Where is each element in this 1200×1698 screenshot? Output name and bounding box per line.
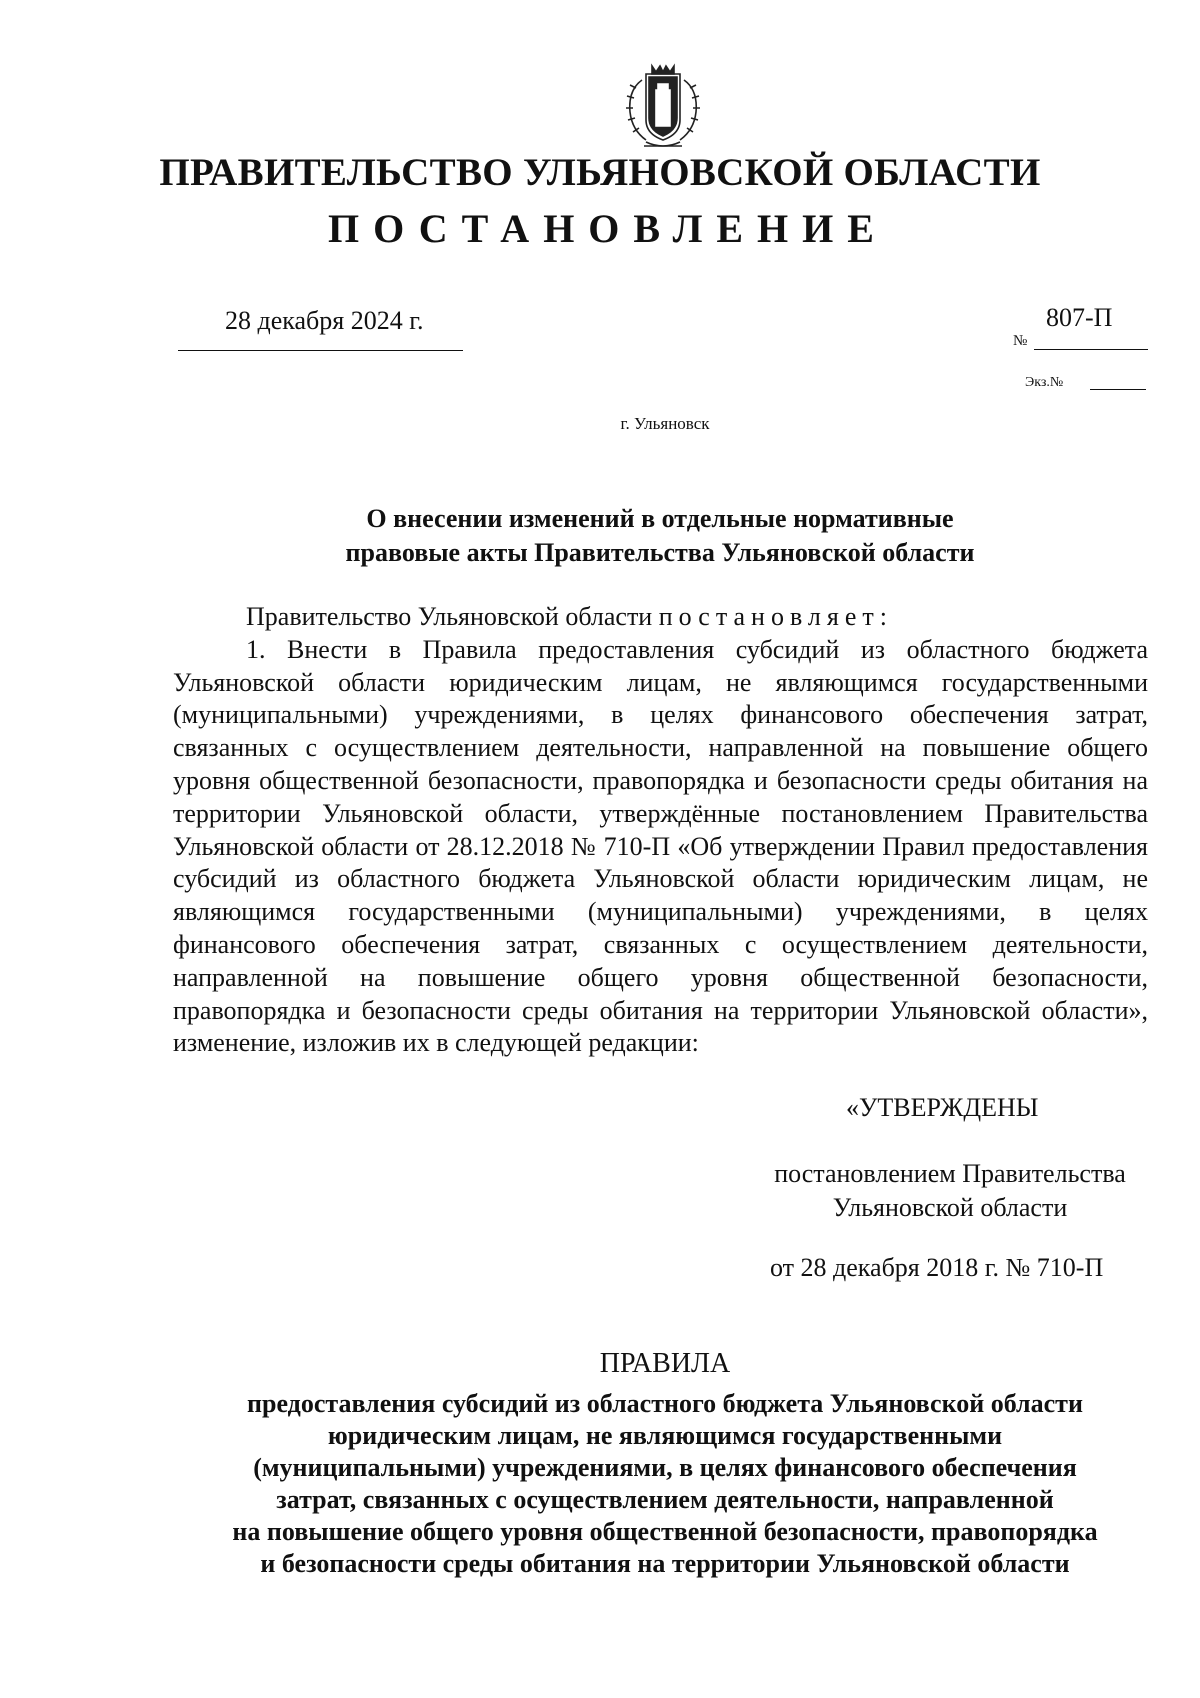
subject-line: правовые акты Правительства Ульяновской области [345, 538, 975, 567]
rules-subtitle-line: на повышение общего уровня общественной безопасности, правопорядка [232, 1517, 1098, 1546]
approval-date: от 28 декабря 2018 г. № 710-П [770, 1253, 1104, 1282]
copy-number-underline [1090, 389, 1146, 390]
document-number: 807-П [1046, 303, 1113, 332]
document-kind: ПОСТАНОВЛЕНИЕ [328, 206, 888, 251]
date-underline [178, 350, 463, 351]
item-1: 1. Внести в Правила предоставления субсидий из областного бюджета Ульяновской области юридическим лицам, не являющимся государственными (муниципальными) учреждениями, в целях финансового обеспечения затрат, связанных с осуществлением деятельности, направленной на повышение общего уровня общественной безопасности, правопорядка и безопасности среды обитания на территории Ульяновской области, утверждённые постановлением Правительства Ульяновской области от 28.12.2018 № 710-П «Об утверждении Правил предоставления субсидий из областного бюджета Ульяновской области юридическим лицам, не являющимся государственными (муниципальными) учреждениями, в целях финансового обеспечения затрат, связанных с осуществлением деятельности, направленной на повышение общего уровня общественной безопасности, правопорядка и безопасности среды обитания на территории Ульяновской области», изменение, изложив их в следующей редакции: [173, 634, 1148, 1058]
document-subject [230, 502, 1090, 570]
document-date: 28 декабря 2024 г. [225, 306, 424, 335]
rules-subtitle [160, 1388, 1170, 1580]
government-name: ПРАВИТЕЛЬСТВО УЛЬЯНОВСКОЙ ОБЛАСТИ [159, 151, 1041, 194]
approval-by-line: постановлением Правительства [774, 1159, 1126, 1188]
preamble-lead: Правительство Ульяновской области [246, 602, 659, 631]
rules-subtitle-line: юридическим лицам, не являющимся государственными [327, 1421, 1003, 1450]
preamble-verb: постановляет: [658, 602, 893, 631]
rules-subtitle-line: предоставления субсидий из областного бюджета Ульяновской области [247, 1389, 1083, 1418]
number-sign: № [1013, 333, 1028, 349]
coat-of-arms-icon [616, 60, 710, 152]
preamble [173, 601, 1148, 634]
approval-by-line: Ульяновской области [832, 1193, 1068, 1222]
approval-label: «УТВЕРЖДЕНЫ [846, 1093, 1039, 1122]
subject-line: О внесении изменений в отдельные нормативные [366, 504, 954, 533]
city: г. Ульяновск [620, 414, 710, 433]
document-body [173, 601, 1148, 1060]
rules-subtitle-line: затрат, связанных с осуществлением деятельности, направленной [276, 1485, 1054, 1514]
approval-by [760, 1157, 1140, 1225]
number-underline [1034, 349, 1148, 350]
rules-subtitle-line: и безопасности среды обитания на территории Ульяновской области [260, 1549, 1070, 1578]
copy-number-label: Экз.№ [1025, 375, 1064, 390]
rules-subtitle-line: (муниципальными) учреждениями, в целях финансового обеспечения [253, 1453, 1077, 1482]
rules-title: ПРАВИЛА [599, 1348, 731, 1379]
